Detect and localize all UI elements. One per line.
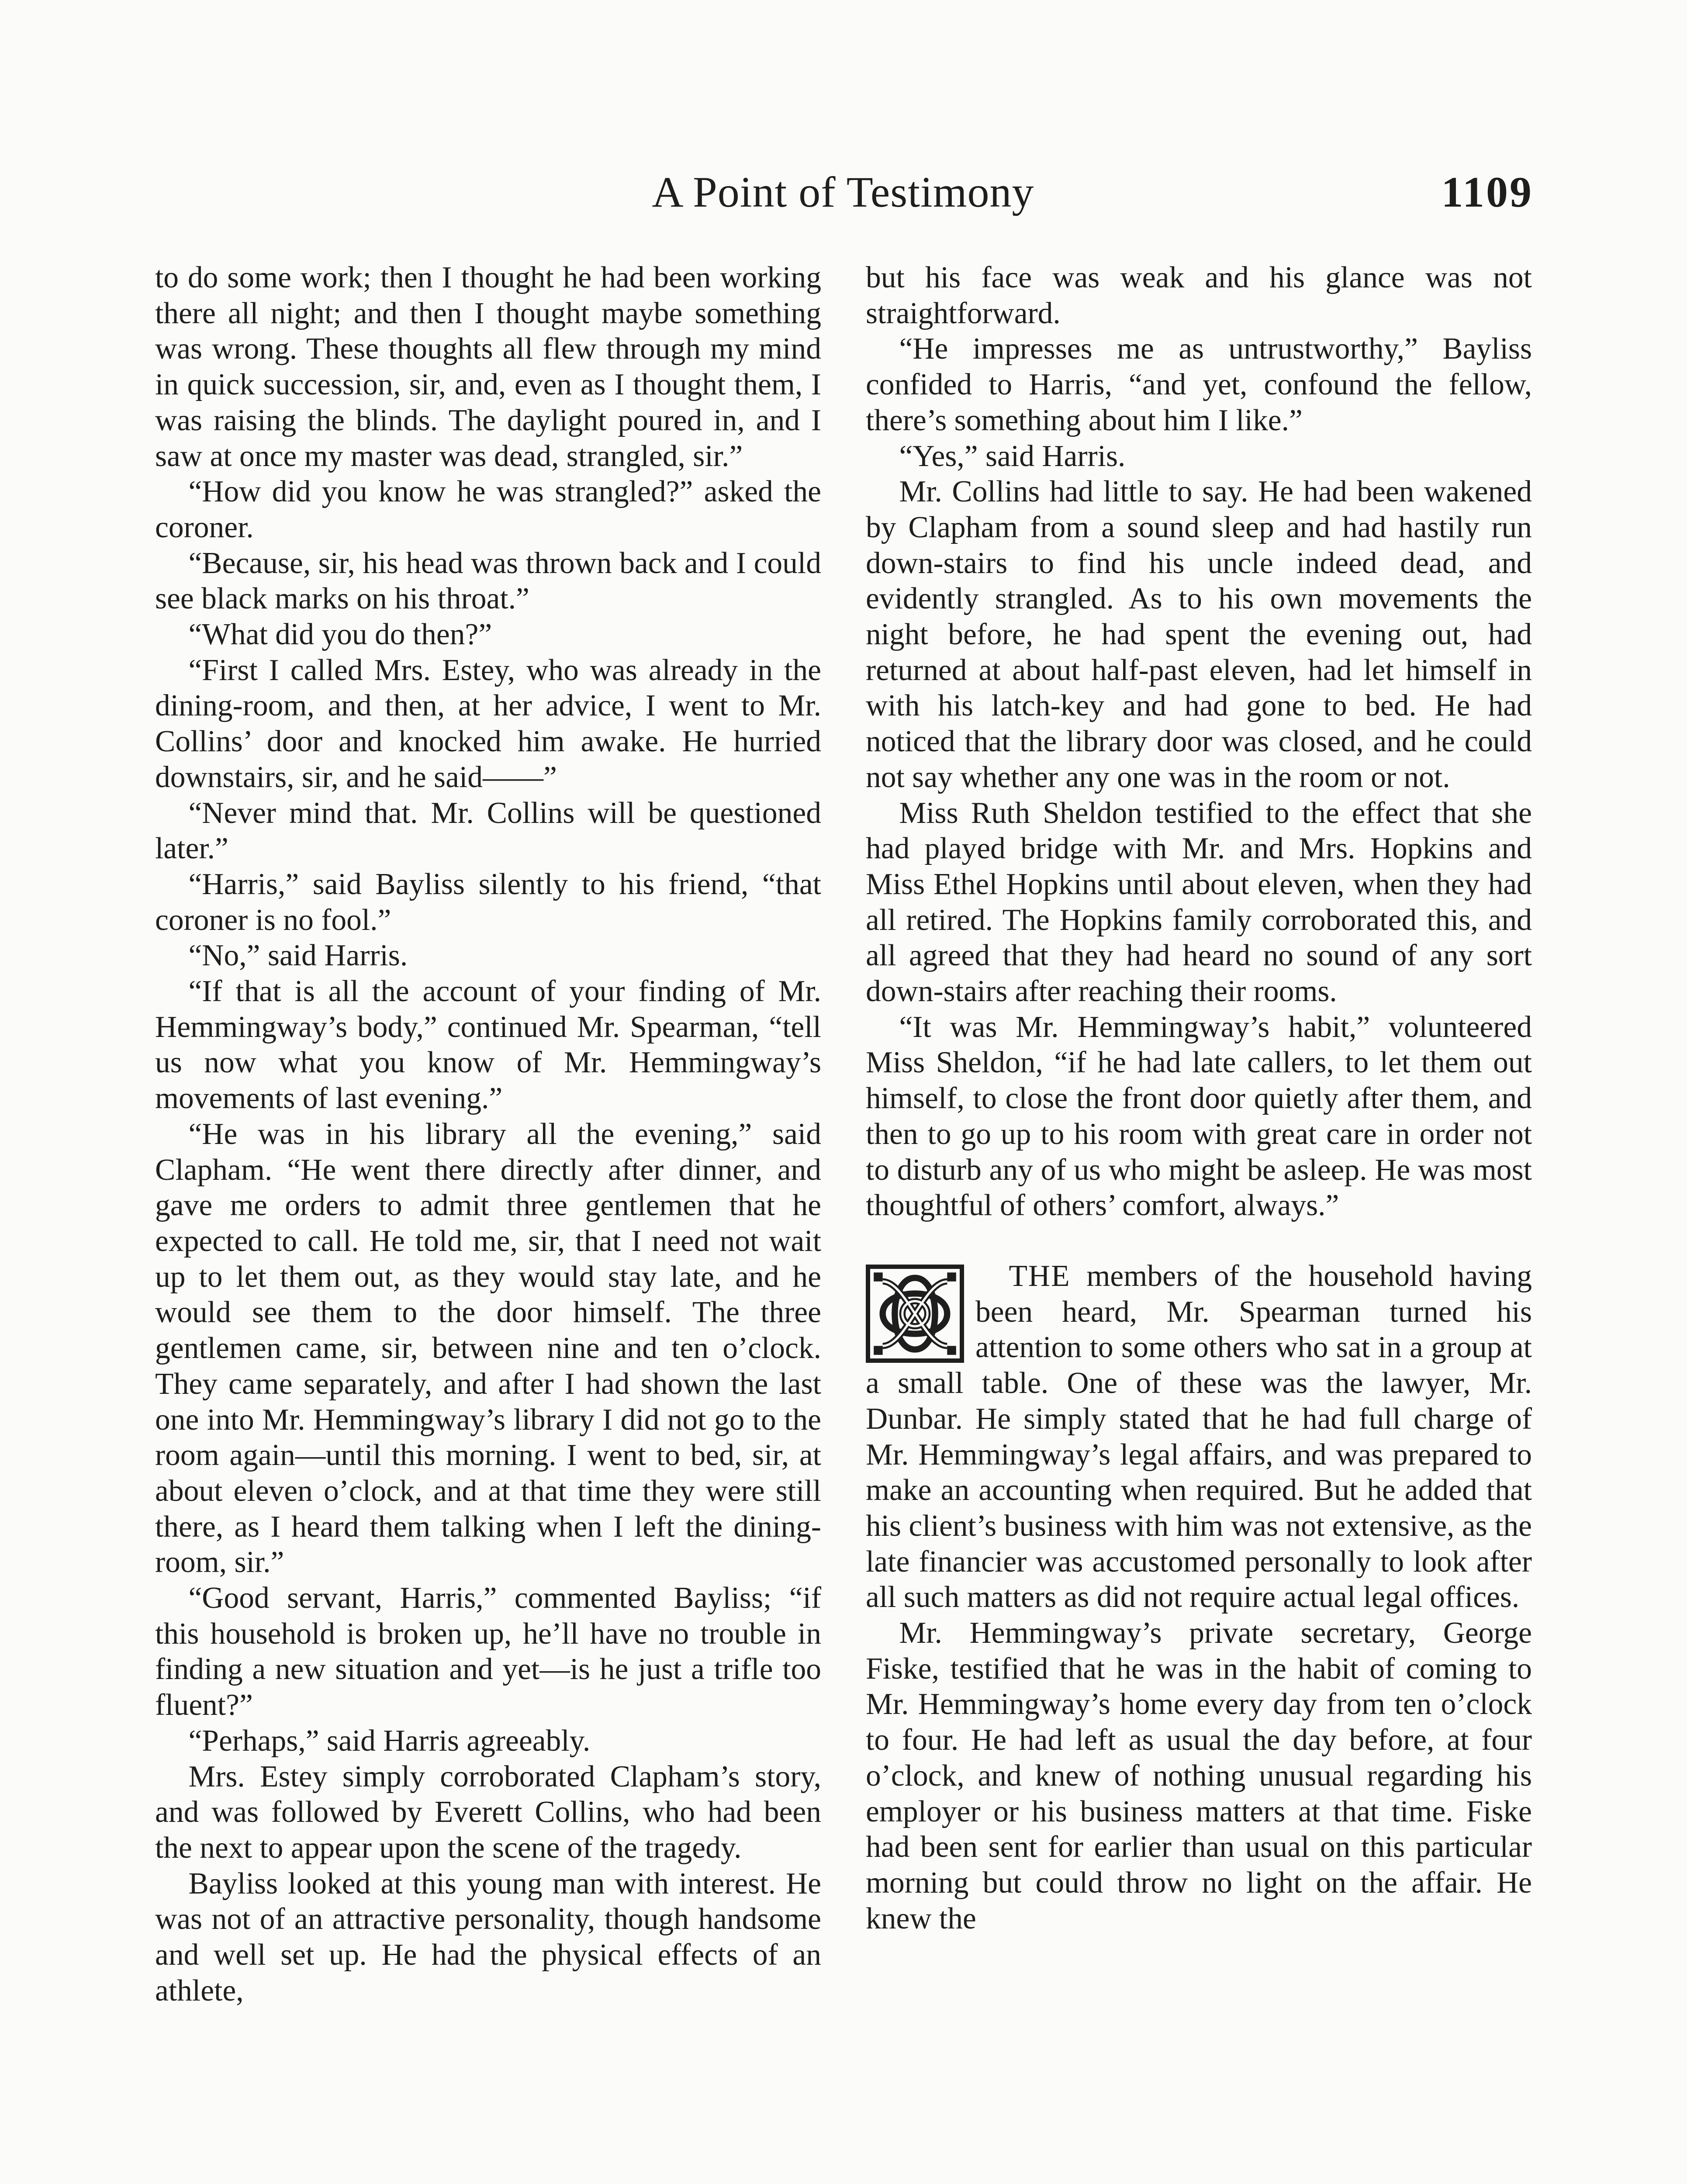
paragraph: Mr. Collins had little to say. He had been wakened by Clapham from a sound sleep and had hastily run down-stairs to find his uncle indeed dead, and evidently strangled. As to his own movements the night before, he had spent the evening out, had returned at about half-past eleven, had let himself in with his latch-key and had gone to bed. He had noticed that the library door was closed, and he could not say whether any one was in the room or not. xyxy=(866,475,1532,794)
left-column xyxy=(155,260,821,2008)
paragraph: “He impresses me as untrustworthy,” Bayliss confided to Harris, “and yet, confound the fellow, there’s something about him I like.” xyxy=(866,332,1532,437)
page-number: 1109 xyxy=(1441,168,1533,216)
paragraph: “Never mind that. Mr. Collins will be questioned later.” xyxy=(155,796,821,866)
paragraph: “Harris,” said Bayliss silently to his friend, “that coroner is no fool.” xyxy=(155,867,821,937)
dropcap-word: THE xyxy=(1009,1259,1071,1293)
paragraph: to do some work; then I thought he had been working there all night; and then I thought maybe something was wrong. These thoughts all flew through my mind in quick succession, sir, and, even as I thought them, I was raising the blinds. The daylight poured in, and I saw at once my master was dead, strangled, sir.” xyxy=(155,261,821,473)
paragraph: “It was Mr. Hemmingway’s habit,” volunteered Miss Sheldon, “if he had late callers, to let them out himself, to close the front door quietly after them, and then to go up to his room with great care in order not to disturb any of us who might be asleep. He was most thoughtful of others’ comfort, always.” xyxy=(866,1010,1532,1223)
dropcap-paragraph xyxy=(866,1258,1532,1615)
paragraph: “Good servant, Harris,” commented Bayliss; “if this household is broken up, he’ll have no trouble in finding a new situation and yet—is he just a trifle too fluent?” xyxy=(155,1581,821,1722)
paragraph: “He was in his library all the evening,” said Clapham. “He went there directly after dinner, and gave me orders to admit three gentlemen that he expected to call. He told me, sir, that I need not wait up to let them out, as they would stay late, and he would see them to the door himself. The three gentlemen came, sir, between nine and ten o’clock. They came separately, and after I had shown the last one into Mr. Hemmingway’s library I did not go to the room again—until this morning. I went to bed, sir, at about eleven o’clock, and at that time they were still there, as I heard them talking when I left the dining-room, sir.” xyxy=(155,1117,821,1579)
section-break xyxy=(866,1223,1532,1258)
paragraph: Miss Ruth Sheldon testified to the effect that she had played bridge with Mr. and Mrs. Hopkins and Miss Ethel Hopkins until about eleven, when they had all retired. The Hopkins family corroborated this, and all agreed that they had heard no sound of any sort down-stairs after reaching their rooms. xyxy=(866,796,1532,1009)
page-header xyxy=(153,166,1533,227)
paragraph: “First I called Mrs. Estey, who was already in the dining-room, and then, at her advice, I went to Mr. Collins’ door and knocked him awake. He hurried downstairs, sir, and he said——” xyxy=(155,653,821,794)
paragraph: “What did you do then?” xyxy=(188,618,492,652)
celtic-knot-icon xyxy=(866,1265,964,1363)
paragraph: Mrs. Estey simply corroborated Clapham’s story, and was followed by Everett Collins, who had been the next to appear upon the scene of the tragedy. xyxy=(155,1759,821,1865)
paragraph: but his face was weak and his glance was not straightforward. xyxy=(866,261,1532,330)
paragraph: Bayliss looked at this young man with interest. He was not of an attractive personality, though handsome and well set up. He had the physical effects of an athlete, xyxy=(155,1866,821,2008)
paragraph: “Because, sir, his head was thrown back and I could see black marks on his throat.” xyxy=(155,546,821,616)
paragraph: “Perhaps,” said Harris agreeably. xyxy=(188,1724,591,1758)
running-title: A Point of Testimony xyxy=(652,168,1034,216)
paragraph: “How did you know he was strangled?” asked the coroner. xyxy=(155,475,821,544)
right-column xyxy=(866,260,1532,1936)
paragraph: “If that is all the account of your finding of Mr. Hemmingway’s body,” continued Mr. Spearman, “tell us now what you know of Mr. Hemmingway’s movements of last evening.” xyxy=(155,975,821,1116)
paragraph: Mr. Hemmingway’s private secretary, George Fiske, testified that he was in the habit of coming to Mr. Hemmingway’s home every day from ten o’clock to four. He had left as usual the day before, at four o’clock, and knew of nothing unusual regarding his employer or his business matters at that time. Fiske had been sent for earlier than usual on this particular morning but could throw no light on the affair. He knew the xyxy=(866,1616,1532,1935)
paragraph: “No,” said Harris. xyxy=(188,939,408,973)
paragraph: “Yes,” said Harris. xyxy=(899,439,1126,473)
dropcap-paragraph-text: members of the household having been heard, Mr. Spearman turned his attention to some others who sat in a group at a small table. One of these was the lawyer, Mr. Dunbar. He simply stated that he had full charge of Mr. Hemmingway’s legal affairs, and was prepared to make an accounting when required. But he added that his client’s business with him was not extensive, as the late financier was accustomed personally to look after all such matters as did not require actual legal offices. xyxy=(866,1259,1532,1614)
